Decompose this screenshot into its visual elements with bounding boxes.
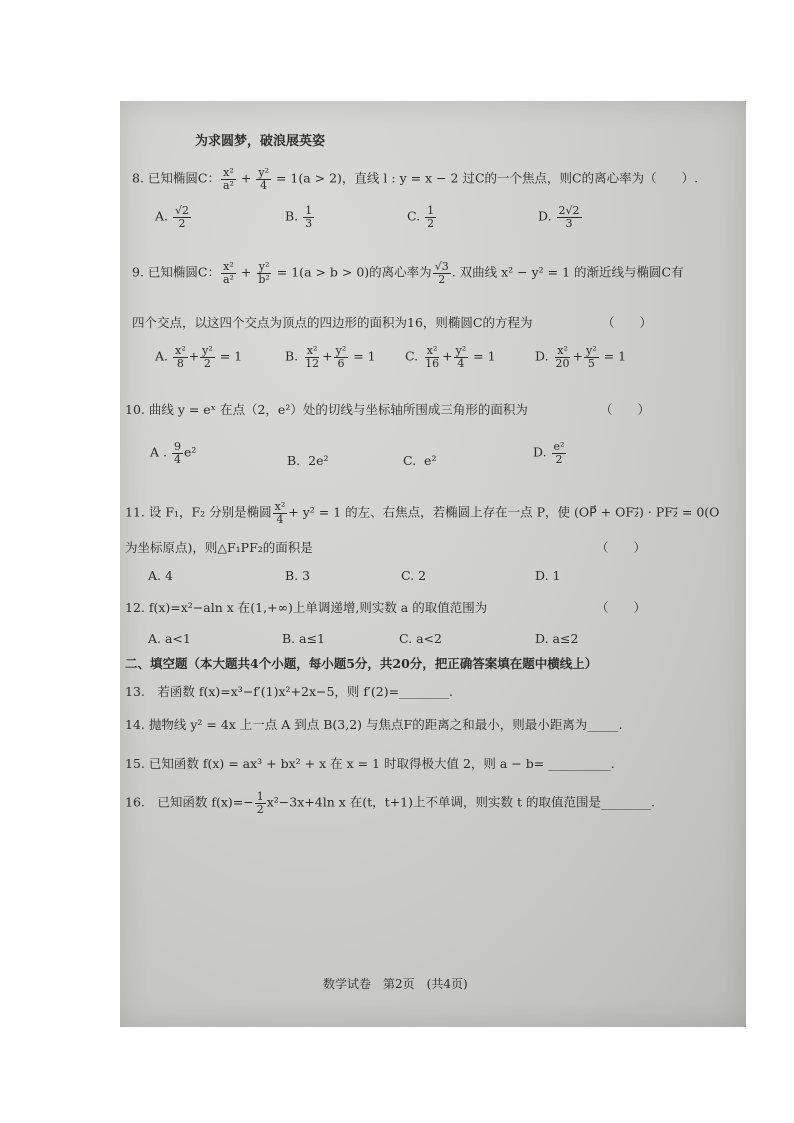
- question-11: 11. 设 F₁，F₂ 分别是椭圆 $\frac{\text{x²}}{4}$ + y² = 1 的左、右焦点，若椭圆上存在一点 P，使 (OP⃗ + OF₂⃗) · PF₂⃗ = 0(O: [125, 500, 720, 526]
- q9-option-d: D. $\frac{\text{x²}}{20}$ + $\frac{\text{y²}}{5}$ = 1: [535, 344, 627, 370]
- q11-answer-paren: （ ）: [596, 540, 647, 555]
- q8-frac-y: $\frac{\text{y²}}{4}$: [258, 166, 269, 192]
- exam-page: [120, 101, 746, 1027]
- section-2-title: 二、填空题（本大题共4个小题，每小题5分，共20分，把正确答案填在题中横线上）: [125, 656, 598, 671]
- q10-option-b: B. 2e²: [287, 453, 329, 468]
- question-12: 12. f(x)=x²−aln x 在(1,+∞)上单调递增,则实数 a 的取值范围为: [125, 600, 488, 615]
- slogan-header: 为求圆梦，破浪展英姿: [195, 134, 326, 149]
- q10-option-c: C. e²: [403, 453, 437, 468]
- q9-option-a: A. $\frac{\text{x²}}{8}$ + $\frac{\text{y²}}{2}$ = 1: [155, 344, 243, 370]
- q12-option-c: C. a<2: [399, 631, 442, 646]
- q11-line-2: 为坐标原点)，则△F₁PF₂的面积是: [125, 540, 313, 555]
- q8-stem-end: = 1(a > 2)，直线 l : y = x − 2 过C的一个焦点，则C的离心率为（ ）.: [271, 170, 699, 186]
- question-16: 16. 已知函数 f(x)=− $\frac{1}{2}$ x²−3x+4ln x 在(t，t+1)上不单调，则实数 t 的取值范围是________.: [125, 790, 655, 816]
- q8-stem-start: 8. 已知椭圆C：: [132, 170, 220, 186]
- q12-option-a: A. a<1: [148, 631, 191, 646]
- question-10: 10. 曲线 y = eˣ 在点（2，e²）处的切线与坐标轴所围成三角形的面积为: [125, 402, 528, 417]
- q11-option-a: A. 4: [148, 568, 173, 583]
- question-9: 9. 已知椭圆C： $\frac{\text{x²}}{\text{a²}}$ + $\frac{\text{y²}}{\text{b²}}$ = 1(a > b > 0)的离心率为 $\frac{√3}{2}$ . 双曲线 x² − y² = 1 的渐近线与椭圆C有: [132, 260, 684, 286]
- q8-option-a: A. $\frac{√2}{2}$: [155, 204, 190, 230]
- question-8: [132, 167, 698, 191]
- q12-option-d: D. a≤2: [535, 631, 579, 646]
- q12-answer-paren: （ ）: [596, 600, 647, 615]
- q11-option-d: D. 1: [535, 568, 561, 583]
- q9-option-c: C. $\frac{\text{x²}}{16}$ + $\frac{\text{y²}}{4}$ = 1: [405, 344, 496, 370]
- q10-answer-paren: （ ）: [600, 402, 651, 417]
- q10-option-a: A . $\frac{9}{4}$ e²: [150, 440, 197, 466]
- q8-plus: +: [236, 170, 256, 186]
- page-footer: 数学试卷 第2页 (共4页): [323, 977, 468, 991]
- question-14: 14. 抛物线 y² = 4x 上一点 A 到点 B(3,2) 与焦点F的距离之和最小，则最小距离为_____.: [125, 717, 623, 732]
- q12-option-b: B. a≤1: [282, 631, 326, 646]
- q11-option-b: B. 3: [285, 568, 311, 583]
- q9-answer-paren: （ ）: [602, 315, 653, 330]
- q8-option-c: C. $\frac{1}{2}$: [407, 204, 435, 230]
- q9-line-2: 四个交点，以这四个交点为顶点的四边形的面积为16，则椭圆C的方程为: [132, 315, 533, 330]
- q8-option-d: D. $\frac{2√2}{3}$: [538, 204, 580, 230]
- q8-frac-x: $\frac{\text{x²}}{\text{a²}}$: [222, 166, 234, 192]
- q11-option-c: C. 2: [401, 568, 427, 583]
- q9-option-b: B. $\frac{\text{x²}}{12}$ + $\frac{\text{y²}}{6}$ = 1: [285, 344, 376, 370]
- q8-option-b: B. $\frac{1}{3}$: [285, 204, 313, 230]
- q10-option-d: D. $\frac{\text{e²}}{2}$: [533, 440, 565, 466]
- question-13: 13. 若函数 f(x)=x³−f′(1)x²+2x−5，则 f′(2)=________.: [125, 684, 454, 699]
- question-15: 15. 已知函数 f(x) = ax³ + bx² + x 在 x = 1 时取得极大值 2，则 a − b= __________.: [125, 756, 615, 771]
